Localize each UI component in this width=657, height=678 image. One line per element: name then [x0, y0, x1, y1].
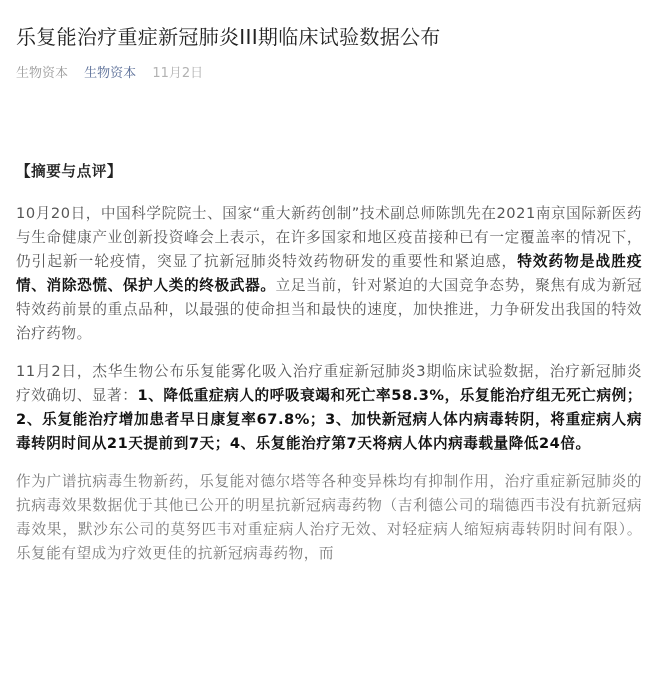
paragraph-1	[16, 202, 642, 346]
account-link[interactable]: 生物资本	[84, 66, 137, 81]
publish-date: 11月2日	[152, 66, 204, 81]
paragraph-2-text: 11月2日，杰华生物公布乐复能雾化吸入治疗重症新冠肺炎3期临床试验数据，治疗新冠肺炎疗效确切、显著：	[16, 363, 642, 404]
article-title: 乐复能治疗重症新冠肺炎III期临床试验数据公布	[16, 25, 441, 49]
paragraph-1-text-2: 立足当前，针对紧迫的大国竞争态势，聚焦有成为新冠特效药前景的重点品种，以最强的使命担当和最快的速度，加快推进，力争研发出我国的特效治疗药物。	[16, 277, 643, 342]
paragraph-3-text: 作为广谱抗病毒生物新药，乐复能对德尔塔等各种变异株均有抑制作用，治疗重症新冠肺炎的抗病毒效果数据优于其他已公开的明星抗新冠病毒药物（吉利德公司的瑞德西韦没有抗新冠病毒效果，默沙东公司的莫努匹韦对重症病人治疗无效、对轻症病人缩短病毒转阴时间有限）。乐复能有望成为疗效更佳的抗新冠病毒药物，而	[16, 473, 642, 562]
paragraph-2	[16, 360, 642, 456]
paragraph-1-bold: 特效药物是战胜疫情、消除恐慌、保护人类的终极武器。	[16, 253, 643, 294]
paragraph-3	[16, 470, 642, 566]
article-meta	[16, 64, 642, 84]
section-heading: 【摘要与点评】	[16, 163, 123, 180]
article-header	[16, 22, 642, 84]
paragraph-1-text: 10月20日，中国科学院院士、国家“重大新药创制”技术副总师陈凯先在2021南京国际新医药与生命健康产业创新投资峰会上表示，在许多国家和地区疫苗接种已有一定覆盖率的情况下，仍引起新一轮疫情，突显了抗新冠肺炎特效药物研发的重要性和紧迫感，	[16, 205, 642, 270]
author-name: 生物资本	[16, 66, 69, 81]
paragraph-2-bold: 1、降低重症病人的呼吸衰竭和死亡率58.3%，乐复能治疗组无死亡病例；2、乐复能治疗增加患者早日康复率67.8%；3、加快新冠病人体内病毒转阴，将重症病人病毒转阴时间从21天提前到7天；4、乐复能治疗第7天将病人体内病毒载量降低24倍。	[16, 387, 642, 452]
article-body	[16, 160, 642, 580]
